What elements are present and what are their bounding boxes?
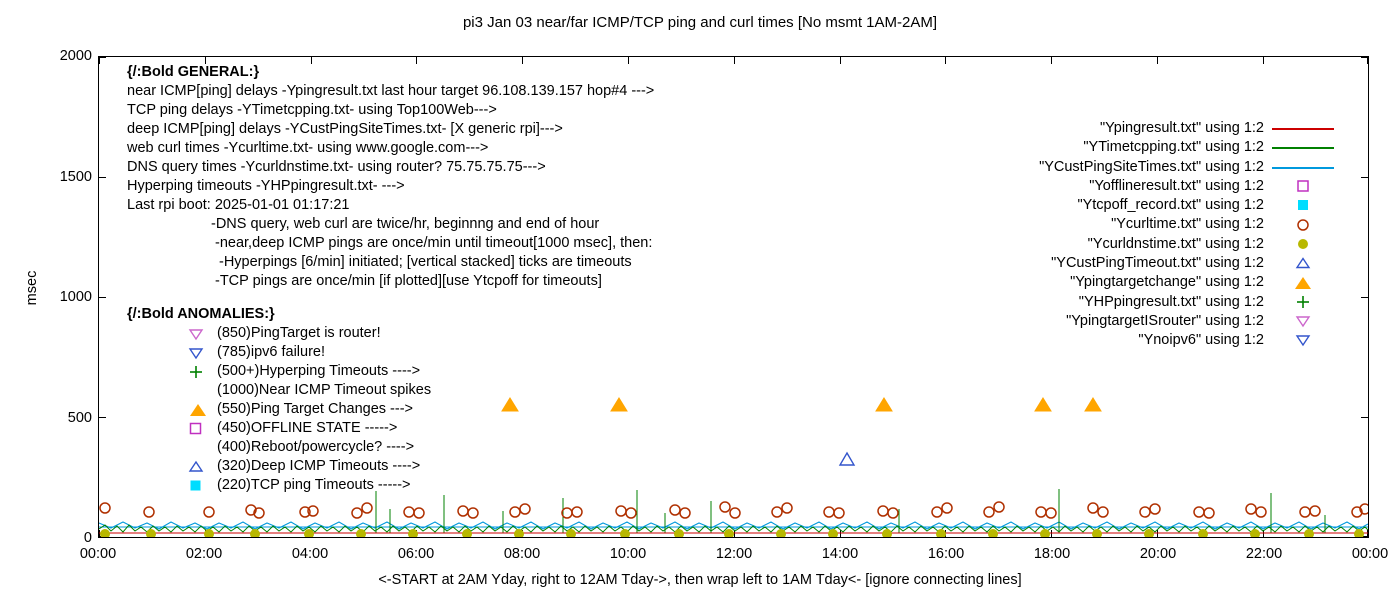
general-line-4: DNS query times -Ycurldnstime.txt- using router? 75.75.75.75--->: [127, 159, 546, 175]
legend-label-4: "Ytcpoff_record.txt" using 1:2: [1077, 197, 1264, 214]
legend-label-9: "YHPpingresult.txt" using 1:2: [1078, 293, 1264, 310]
legend-label-0: "Ypingresult.txt" using 1:2: [1100, 120, 1264, 136]
general-line-2: deep ICMP[ping] delays -YCustPingSiteTimes.txt- [X generic rpi]--->: [127, 121, 563, 137]
y-tick-0: 0: [83, 530, 92, 546]
general-header: {/:Bold GENERAL:}: [127, 64, 260, 80]
legend-row-8: [914, 273, 1334, 292]
triangle-up-open-icon: [189, 460, 217, 473]
plot-area: [98, 56, 1369, 538]
general-line-1: TCP ping delays -YTimetcpping.txt- using Top100Web--->: [127, 102, 497, 118]
anomaly-row-6: [189, 438, 987, 457]
legend-key-plus: [1272, 293, 1334, 312]
x-tick-0: 00:00: [79, 546, 117, 562]
x-tick-1: 02:00: [185, 546, 223, 562]
legend-label-6: "Ycurldnstime.txt" using 1:2: [1087, 235, 1264, 252]
x-tick-9: 18:00: [1033, 546, 1071, 562]
general-line-5: Hyperping timeouts -YHPpingresult.txt- --->: [127, 178, 405, 194]
legend-row-4: [914, 196, 1334, 215]
annotations-block: [127, 63, 987, 495]
anomaly-row-3: [189, 381, 987, 400]
general-line-0: near ICMP[ping] delays -Ypingresult.txt last hour target 96.108.139.157 hop#4 --->: [127, 83, 655, 99]
legend-label-1: "YTimetcpping.txt" using 1:2: [1083, 139, 1264, 156]
anomaly-label-1: (785)ipv6 failure!: [217, 344, 325, 360]
anomaly-row-5: [189, 419, 987, 438]
y-tick-1500: 1500: [59, 168, 92, 185]
legend-row-7: [914, 254, 1334, 273]
general-indent-3: -TCP pings are once/min [if plotted][use Ytcpoff for timeouts]: [215, 273, 602, 289]
square-filled-icon: [189, 479, 217, 492]
anomaly-label-3: (1000)Near ICMP Timeout spikes: [217, 382, 432, 398]
legend-row-6: [914, 235, 1334, 254]
anomaly-label-2: (500+)Hyperping Timeouts ---->: [217, 363, 421, 379]
anomaly-label-8: (220)TCP ping Timeouts ----->: [217, 477, 411, 493]
plus-icon: [189, 365, 217, 379]
anomaly-label-5: (450)OFFLINE STATE ----->: [217, 420, 398, 436]
legend-key-triangle-up-filled: [1272, 274, 1334, 293]
legend-label-7: "YCustPingTimeout.txt" using 1:2: [1051, 255, 1264, 272]
x-tick-8: 16:00: [927, 546, 965, 562]
x-tick-4: 08:00: [503, 546, 541, 562]
general-line-3: web curl times -Ycurltime.txt- using www.google.com--->: [127, 140, 489, 156]
y-tick-2000: 2000: [59, 48, 92, 64]
x-tick-6: 12:00: [715, 546, 753, 562]
square-open-icon: [189, 422, 217, 435]
legend-label-5: "Ycurltime.txt" using 1:2: [1111, 216, 1264, 233]
general-indent-2: -Hyperpings [6/min] initiated; [vertical stacked] ticks are timeouts: [219, 254, 632, 270]
general-indent-1: -near,deep ICMP pings are once/min until timeout[1000 msec], then:: [215, 235, 653, 251]
legend-key-square-filled: [1272, 196, 1334, 215]
general-line-6: Last rpi boot: 2025-01-01 01:17:21: [127, 197, 350, 213]
legend-key-line-red: [1272, 119, 1334, 138]
x-tick-3: 06:00: [397, 546, 435, 562]
page-title: pi3 Jan 03 near/far ICMP/TCP ping and curl times [No msmt 1AM-2AM]: [462, 14, 938, 31]
anomaly-label-0: (850)PingTarget is router!: [217, 325, 381, 341]
x-tick-2: 04:00: [291, 546, 329, 562]
legend-row-5: [914, 215, 1334, 234]
general-indent-0: -DNS query, web curl are twice/hr, beginnng and end of hour: [211, 216, 600, 232]
legend-key-line-blue: [1272, 158, 1334, 177]
x-tick-10: 20:00: [1139, 546, 1177, 562]
legend-key-triangle-down-magenta: [1272, 312, 1334, 331]
anomaly-label-7: (320)Deep ICMP Timeouts ---->: [217, 458, 421, 474]
legend-label-11: "Ynoipv6" using 1:2: [1138, 332, 1264, 349]
y-axis-label: msec: [24, 270, 40, 306]
x-tick-12: 00:00: [1351, 546, 1389, 562]
anomaly-label-6: (400)Reboot/powercycle? ---->: [217, 439, 415, 455]
anomaly-label-4: (550)Ping Target Changes --->: [217, 401, 413, 417]
triangle-down-icon: [189, 347, 217, 359]
legend-label-3: "Yofflineresult.txt" using 1:2: [1089, 177, 1264, 194]
y-tick-500: 500: [67, 409, 92, 426]
x-tick-11: 22:00: [1245, 546, 1283, 562]
legend-label-10: "YpingtargetISrouter" using 1:2: [1066, 312, 1264, 329]
x-tick-5: 10:00: [609, 546, 647, 562]
series-custpingsitetimes: [99, 522, 1368, 529]
triangle-down-icon: [189, 328, 217, 340]
legend-key-circle-open: [1272, 216, 1334, 235]
legend-row-9: [914, 293, 1334, 312]
legend-label-8: "Ypingtargetchange" using 1:2: [1070, 274, 1264, 291]
anomaly-row-1: [189, 343, 987, 362]
anomaly-row-7: [189, 457, 987, 476]
legend-row-10: [914, 312, 1334, 331]
x-tick-7: 14:00: [821, 546, 859, 562]
y-tick-1000: 1000: [59, 289, 92, 305]
legend-row-0: [914, 119, 1334, 138]
legend-row-11: [914, 331, 1334, 350]
legend-label-2: "YCustPingSiteTimes.txt" using 1:2: [1039, 158, 1264, 175]
anomaly-row-0: [189, 324, 987, 343]
legend: [914, 119, 1334, 351]
series-timetcpping: [99, 489, 1368, 533]
legend-key-line-green: [1272, 138, 1334, 157]
anomaly-row-2: [189, 362, 987, 381]
series-curltime: [100, 502, 1368, 518]
legend-key-triangle-up-open: [1272, 254, 1334, 273]
x-axis-label: <-START at 2AM Yday, right to 12AM Tday->, then wrap left to 1AM Tday<- [ignore connecting lines]: [378, 572, 1022, 588]
anomaly-row-4: [189, 400, 987, 419]
legend-row-3: [914, 177, 1334, 196]
legend-key-square-open: [1272, 177, 1334, 196]
anomaly-row-8: [189, 476, 987, 495]
legend-key-circle-filled: [1272, 235, 1334, 254]
legend-row-2: [914, 158, 1334, 177]
legend-key-triangle-down-blue: [1272, 331, 1334, 350]
anomalies-header: {/:Bold ANOMALIES:}: [127, 306, 275, 322]
triangle-up-filled-icon: [189, 403, 217, 417]
legend-row-1: [914, 138, 1334, 157]
